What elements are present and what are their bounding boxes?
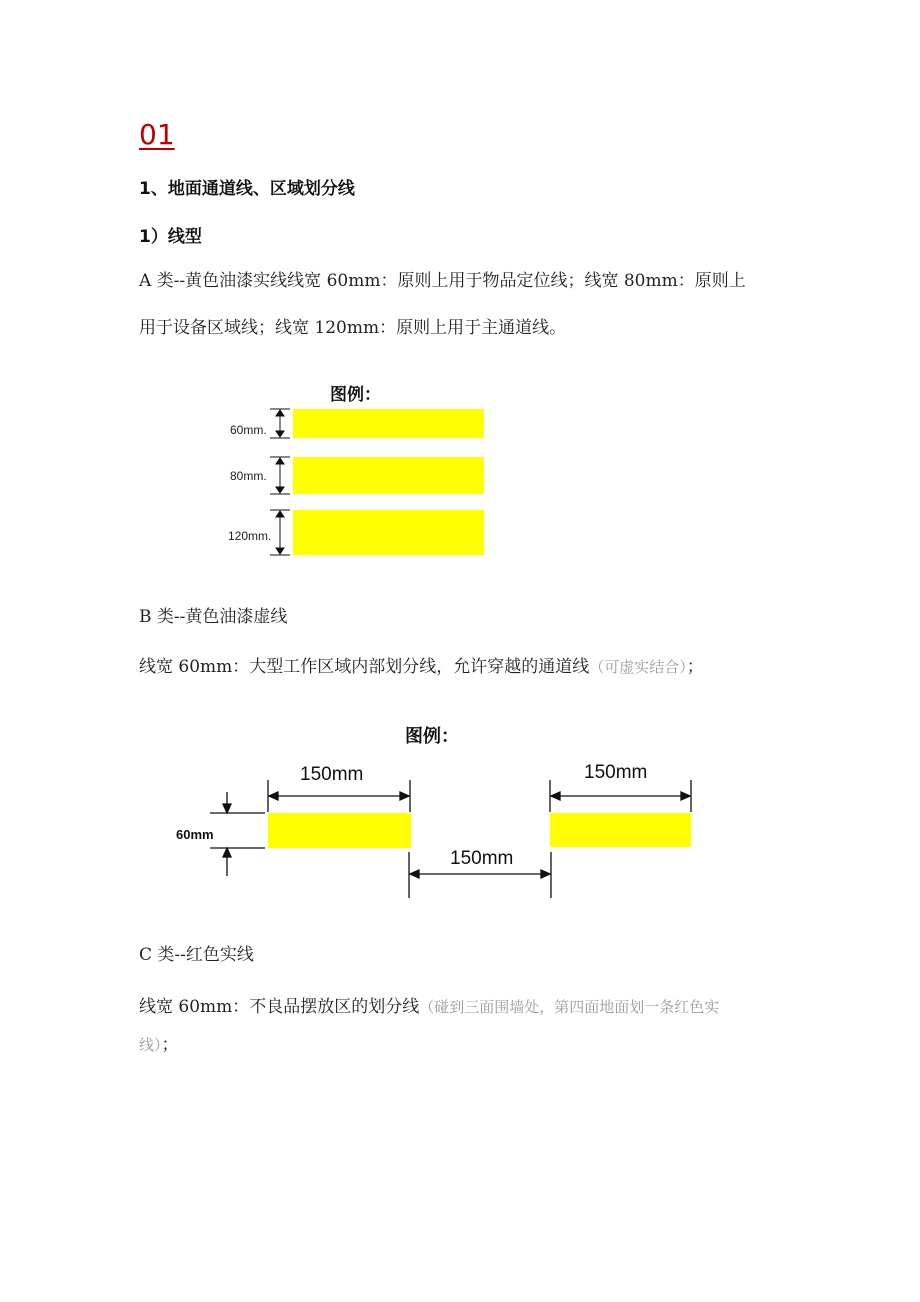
- class-c-desc-main: 线宽 60mm：不良品摆放区的划分线: [139, 997, 420, 1017]
- class-b-desc-end: ；: [686, 657, 704, 677]
- class-a-line-1: A 类--黄色油漆实线线宽 60mm：原则上用于物品定位线；线宽 80mm：原则上: [139, 271, 746, 291]
- dash-segment-right: [550, 813, 691, 847]
- class-c-description: [139, 988, 789, 1064]
- heading-ground-lines: 1、地面通道线、区域划分线: [139, 179, 355, 199]
- class-a-line-2: 用于设备区域线；线宽 120mm：原则上用于主通道线。: [139, 318, 567, 338]
- heading-line-type: 1）线型: [139, 227, 202, 247]
- class-b-desc-main: 线宽 60mm：大型工作区域内部划分线，允许穿越的通道线: [139, 657, 590, 677]
- section-number: 01: [139, 118, 175, 151]
- class-a-paragraph: [139, 258, 789, 352]
- legend2-right-segment-label: 150mm: [584, 762, 648, 783]
- class-b-description: [139, 652, 704, 677]
- class-c-desc-end: ；: [161, 1035, 179, 1055]
- class-c-title: C 类--红色实线: [139, 945, 254, 965]
- class-c-desc-line-1: [139, 988, 789, 1026]
- class-b-desc-note: （可虚实结合）: [589, 658, 687, 676]
- class-c-desc-note-1: （碰到三面围墙处，第四面地面划一条红色实: [419, 998, 720, 1016]
- stripe-80mm: [293, 457, 484, 494]
- legend2-left-segment-label: 150mm: [300, 764, 364, 785]
- legend1-label-80: 80mm.: [230, 469, 267, 483]
- legend1-label-120: 120mm.: [228, 529, 272, 543]
- stripe-60mm: [293, 409, 484, 438]
- dash-segment-left: [268, 813, 411, 848]
- dashed-line-legend: [160, 716, 705, 924]
- legend2-width-label: 60mm: [176, 827, 214, 842]
- legend2-gap-label: 150mm: [450, 848, 514, 869]
- class-b-title: B 类--黄色油漆虚线: [139, 607, 288, 627]
- legend1-title: 图例：: [330, 385, 381, 404]
- legend2-title: 图例：: [405, 726, 459, 746]
- class-c-desc-note-2: 线）: [139, 1036, 162, 1054]
- legend1-label-60: 60mm.: [230, 423, 267, 437]
- class-c-desc-line-2: [139, 1026, 789, 1064]
- solid-line-legend: [220, 376, 500, 562]
- stripe-120mm: [293, 510, 484, 555]
